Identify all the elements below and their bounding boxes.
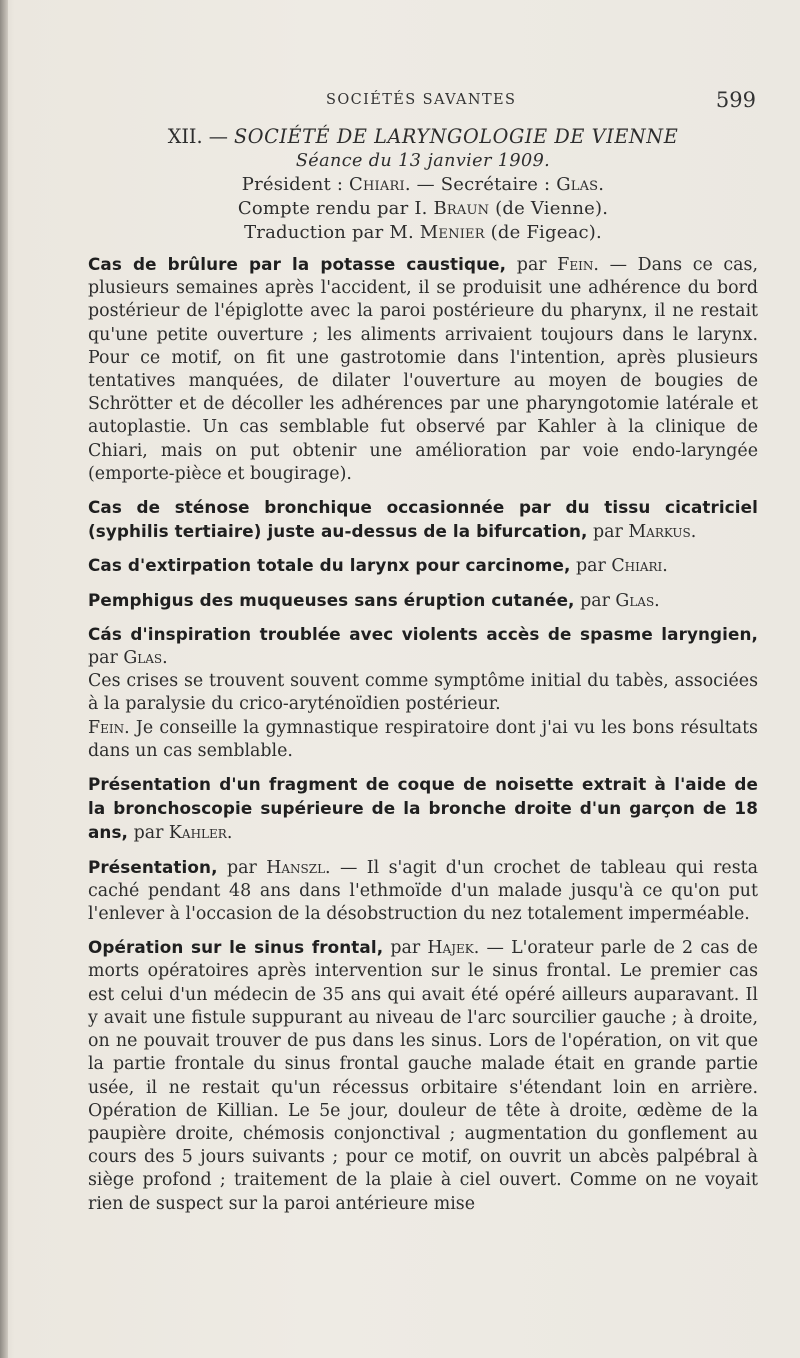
entry-author: Chiari bbox=[611, 556, 663, 577]
entry-title: Cas de sténose bronchique occasionnée par du tissu cicatriciel (syphilis tertiaire) juste au-dessus de la bifurcation, bbox=[88, 497, 758, 542]
page-header bbox=[88, 88, 756, 114]
president-name: Chiari bbox=[349, 174, 405, 195]
page-number: 599 bbox=[715, 88, 756, 112]
entry-inspiration: Cás d'inspiration troublée avec violents accès de spasme laryngien, par Glas. bbox=[88, 623, 758, 669]
entry-title: Pemphigus des muqueuses sans éruption cutanée, bbox=[88, 589, 575, 610]
translator-name: Menier bbox=[419, 222, 485, 243]
session-date: Séance du 13 janvier 1909. bbox=[295, 151, 551, 171]
entry-author: Hanszl bbox=[266, 857, 326, 878]
entry-title: Cás d'inspiration troublée avec violents accès de spasme laryngien, bbox=[88, 623, 758, 644]
entry-title: Cas de brûlure par la potasse caustique, bbox=[88, 254, 507, 274]
entry-author: Hajek bbox=[427, 938, 474, 959]
entry-author: Markus bbox=[628, 522, 691, 543]
translation-line: Traduction par M. Menier (de Figeac). bbox=[244, 222, 602, 243]
page-content bbox=[88, 124, 758, 1216]
entry-author: Glas bbox=[123, 648, 163, 669]
entry-title: Cas d'extirpation totale du larynx pour carcinome, bbox=[88, 555, 571, 576]
entry-text: . — L'orateur parle de 2 cas de morts opératoires après intervention sur le sinus frontal. Le premier cas est celui d'un médecin de 35 ans qui avait été opéré ailleurs auparavant. Il y avait une fistule suppurant au niveau de l'arc sourcilier gauche ; à droite, on ne pouvait trouver de pus dans les sinus. Lors de l'opération, on vit que la partie frontale du sinus frontal gauche malade était en grande partie usée, il ne restait qu'un récessus orbitaire s'étendant loin en arrière. Opération de Killian. Le 5e jour, douleur de tête à droite, œdème de la paupière droite, chémosis conjonctival ; augmentation du gonflement au cours des 5 jours suivants ; pour ce motif, on ouvrit un abcès palpébral à siège profond ; traitement de la plaie à ciel ouvert. Comme on ne voyait rien de suspect sur la paroi antérieure mise bbox=[88, 938, 758, 1214]
entry-extirpation: Cas d'extirpation totale du larynx pour carcinome, par Chiari. bbox=[88, 555, 668, 577]
entry-title: Présentation d'un fragment de coque de noisette extrait à l'aide de la bronchoscopie supérieure de la bronche droite d'un garçon de 18 ans, bbox=[88, 774, 758, 843]
entry-pemphigus: Pemphigus des muqueuses sans éruption cutanée, par Glas. bbox=[88, 589, 660, 611]
entry-title: Opération sur le sinus frontal, bbox=[88, 937, 384, 958]
entry-text: . — Dans ce cas, plusieurs semaines après l'accident, il se produisit une adhérence du bord postérieur de l'épiglotte avec la paroi postérieure du pharynx, il ne restait qu'une petite ouverture ; les aliments arrivaient toujours dans le larynx. Pour ce motif, on fit une gastrotomie dans l'intention, après plusieurs tentatives manquées, de dilater l'ouverture au moyen de bougies de Schrötter et de décoller les adhérences par une pharyngotomie latérale et autoplastie. Un cas semblable fut observé par Kahler à la clinique de Chiari, mais on put obtenir une amélioration par voie endo-laryngée (emporte-pièce et bougirage). bbox=[88, 255, 758, 484]
entry-noisette: Présentation d'un fragment de coque de noisette extrait à l'aide de la bronchoscopie supérieure de la bronche droite d'un garçon de 18 ans, par Kahler. bbox=[88, 774, 758, 844]
report-author: Braun bbox=[433, 198, 490, 219]
section-number: XII. — bbox=[167, 125, 234, 148]
entry-author: Fein bbox=[88, 717, 125, 738]
society-heading bbox=[88, 124, 758, 149]
page-binding-edge bbox=[0, 0, 8, 1358]
running-head: SOCIÉTÉS SAVANTES bbox=[326, 92, 517, 108]
entry-title: Présentation, bbox=[88, 856, 218, 877]
entry-stenose: Cas de sténose bronchique occasionnée par du tissu cicatriciel (syphilis tertiaire) juste au-dessus de la bifurcation, par Markus. bbox=[88, 497, 758, 543]
entry-author: Fein bbox=[557, 255, 594, 275]
report-line: Compte rendu par I. Braun (de Vienne). bbox=[237, 198, 609, 219]
secretary-name: Glas bbox=[556, 174, 599, 195]
entry-text: . — Il s'agit d'un crochet de tableau qui resta caché pendant 48 ans dans l'ethmoïde d'un malade jusqu'à ce qu'on put l'enlever à l'occasion de la désobstruction du nez totalement imperméable. bbox=[88, 857, 758, 925]
entry-brulure: Cas de brûlure par la potasse caustique, par Fein. — Dans ce cas, plusieurs semaines après l'accident, il se produisit une adhérence du bord postérieur de l'épiglotte avec la paroi postérieure du pharynx, il ne restait qu'une petite ouverture ; les aliments arrivaient toujours dans le larynx. Pour ce motif, on fit une gastrotomie dans l'intention, après plusieurs tentatives manquées, de dilater l'ouverture au moyen de bougies de Schrötter et de décoller les adhérences par une pharyngotomie latérale et autoplastie. Un cas semblable fut observé par Kahler à la clinique de Chiari, mais on put obtenir une amélioration par voie endo-laryngée (emporte-pièce et bougirage). bbox=[88, 254, 758, 484]
entry-author: Kahler bbox=[168, 823, 227, 844]
society-name: SOCIÉTÉ DE LARYNGOLOGIE DE VIENNE bbox=[234, 125, 679, 148]
entry-inspiration-paragraph: Ces crises se trouvent souvent comme symptôme initial du tabès, associées à la paralysie du crico-aryténoïdien postérieur. bbox=[88, 671, 758, 715]
entry-presentation: Présentation, par Hanszl. — Il s'agit d'un crochet de tableau qui resta caché pendant 48 ans dans l'ethmoïde d'un malade jusqu'à ce qu'on put l'enlever à l'occasion de la désobstruction du nez totalement imperméable. bbox=[88, 856, 758, 925]
officers-line: Président : Chiari. — Secrétaire : Glas. bbox=[241, 174, 605, 195]
entry-author: Glas bbox=[615, 590, 655, 611]
entry-sinus-frontal: Opération sur le sinus frontal, par Hajek. — L'orateur parle de 2 cas de morts opératoires après intervention sur le sinus frontal. Le premier cas est celui d'un médecin de 35 ans qui avait été opéré ailleurs auparavant. Il y avait une fistule suppurant au niveau de l'arc sourcilier gauche ; à droite, on ne pouvait trouver de pus dans les sinus. Lors de l'opération, on vit que la partie frontale du sinus frontal gauche malade était en grande partie usée, il ne restait qu'un récessus orbitaire s'étendant loin en arrière. Opération de Killian. Le 5e jour, douleur de tête à droite, œdème de la paupière droite, chémosis conjonctival ; augmentation du gonflement au cours des 5 jours suivants ; pour ce motif, on ouvrit un abcès palpébral à siège profond ; traitement de la plaie à ciel ouvert. Comme on ne voyait rien de suspect sur la paroi antérieure mise bbox=[88, 937, 758, 1214]
entry-inspiration-reply: Fein. Je conseille la gymnastique respiratoire dont j'ai vu les bons résultats dans un cas semblable. bbox=[88, 717, 758, 761]
